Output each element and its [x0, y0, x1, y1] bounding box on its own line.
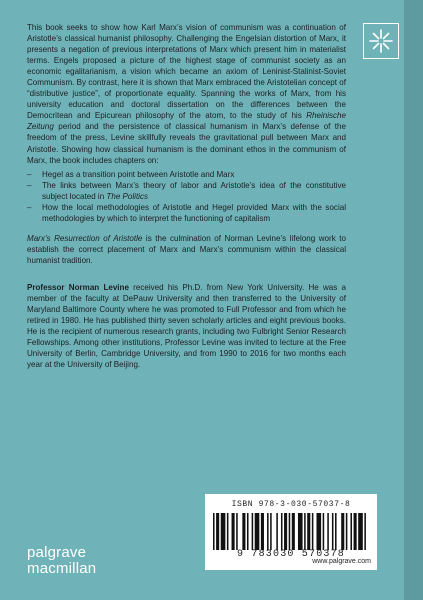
publisher-logo	[27, 545, 96, 577]
barcode-bar	[270, 513, 272, 550]
publisher-url: www.palgrave.com	[312, 558, 371, 565]
barcode-bar	[281, 513, 283, 550]
culmination-paragraph: Marx’s Resurrection of Aristotle is the culmination of Norman Levine’s lifelong work to establish the correct placement of Marx and Marx’s communism within the classical humanist tradition.	[27, 233, 347, 265]
brand-line-1: palgrave	[27, 544, 87, 561]
barcode-bar	[242, 513, 245, 550]
barcode-bar	[350, 513, 352, 550]
barcode-bar	[255, 513, 260, 550]
barcode-bar	[304, 513, 306, 550]
barcode-bar	[316, 513, 321, 550]
barcode-bar	[252, 513, 254, 550]
barcode-bar	[292, 513, 295, 550]
barcode-area	[205, 494, 377, 570]
list-item: – The links between Marx’s theory of labor and Aristotle’s idea of the constitutive subject located in The Politics	[27, 180, 346, 202]
barcode-bar	[236, 513, 238, 550]
barcode-bar	[346, 513, 348, 550]
barcode-digits: 9 783030 570378	[236, 549, 345, 560]
barcode-bar	[216, 513, 219, 550]
barcode-bar	[332, 513, 334, 550]
barcode-bar	[289, 513, 291, 550]
barcode-bar	[354, 513, 357, 550]
list-item: – How the local methodologies of Aristotle and Hegel provided Marx with the social methodologies by which to interpret the functioning of capitalism	[27, 202, 346, 224]
barcode-bar	[247, 513, 249, 550]
barcode-bar	[335, 513, 337, 550]
list-item: – Hegel as a transition point between Aristotle and Marx	[27, 169, 346, 180]
palgrave-logo	[363, 23, 399, 59]
barcode-bar	[227, 513, 229, 550]
barcode-bar	[364, 513, 366, 550]
author-bio: Professor Norman Levine received his Ph.D. from New York University. He was a member of the faculty at DePauw University and then transferred to the University of Maryland Baltimore County where he was promoted to Full Professor and from which he retired in 1980. He has published thirty seven scholarly articles and eight previous books. He is the recipient of numerous research grants, including two Fulbright Senior Research Fellowships. Among other institutions, Professor Levine was invited to lecture at the Free University of Berlin, Cambridge University, and from 1990 to 2016 for two months each year at the University of Beijing.	[27, 282, 346, 370]
barcode-icon	[213, 513, 369, 550]
barcode-bar	[341, 513, 344, 550]
palgrave-star-icon	[364, 24, 398, 58]
barcode-bar	[232, 513, 235, 550]
barcode-bar	[261, 513, 264, 550]
barcode-bar	[213, 513, 215, 550]
barcode-bar	[267, 513, 269, 550]
barcode-bar	[358, 513, 363, 550]
barcode-bar	[276, 513, 278, 550]
barcode-bar	[312, 513, 314, 550]
barcode-bar	[327, 513, 329, 550]
blurb-text	[27, 22, 346, 370]
barcode-bar	[323, 513, 325, 550]
isbn-label: ISBN 978-3-030-57037-8	[231, 500, 351, 509]
brand-line-2: macmillan	[27, 560, 97, 577]
barcode-bar	[307, 513, 310, 550]
barcode-bar	[221, 513, 226, 550]
chapter-list	[27, 169, 346, 224]
spine-strip	[404, 0, 423, 600]
intro-paragraph: This book seeks to show how Karl Marx’s vision of communism was a continuation of Aristotle’s classical humanist philosophy. Challenging the Engelsian distortion of Marx, it presents a negation of previous interpretations of Marx which present him in materialist terms. Engels proposed a picture of the highest stage of communist society as an economic egalitarianism, a vision which became an axiom of Leninist-Stalinist-Soviet Communism. By contrast, here it is shown that Marx embraced the Aristotelian concept of “distributive justice”, of proportionate equality. Spanning the works of Marx, from his university education and doctoral dissertation on the differences between the Democritean and Epicurean philosophy of the atom, to the study of his Rheinische Zeitung period and the persistence of classical humanism in Marx’s defense of the freedom of the press, Levine skillfully reveals the gravitational pull between Marx and Aristotle. Showing how classical humanism is the dominant ethos in the communism of Marx, the book includes chapters on:	[27, 23, 346, 165]
barcode-bar	[284, 513, 287, 550]
barcode-bar	[298, 513, 303, 550]
author-name: Professor Norman Levine	[27, 282, 129, 292]
